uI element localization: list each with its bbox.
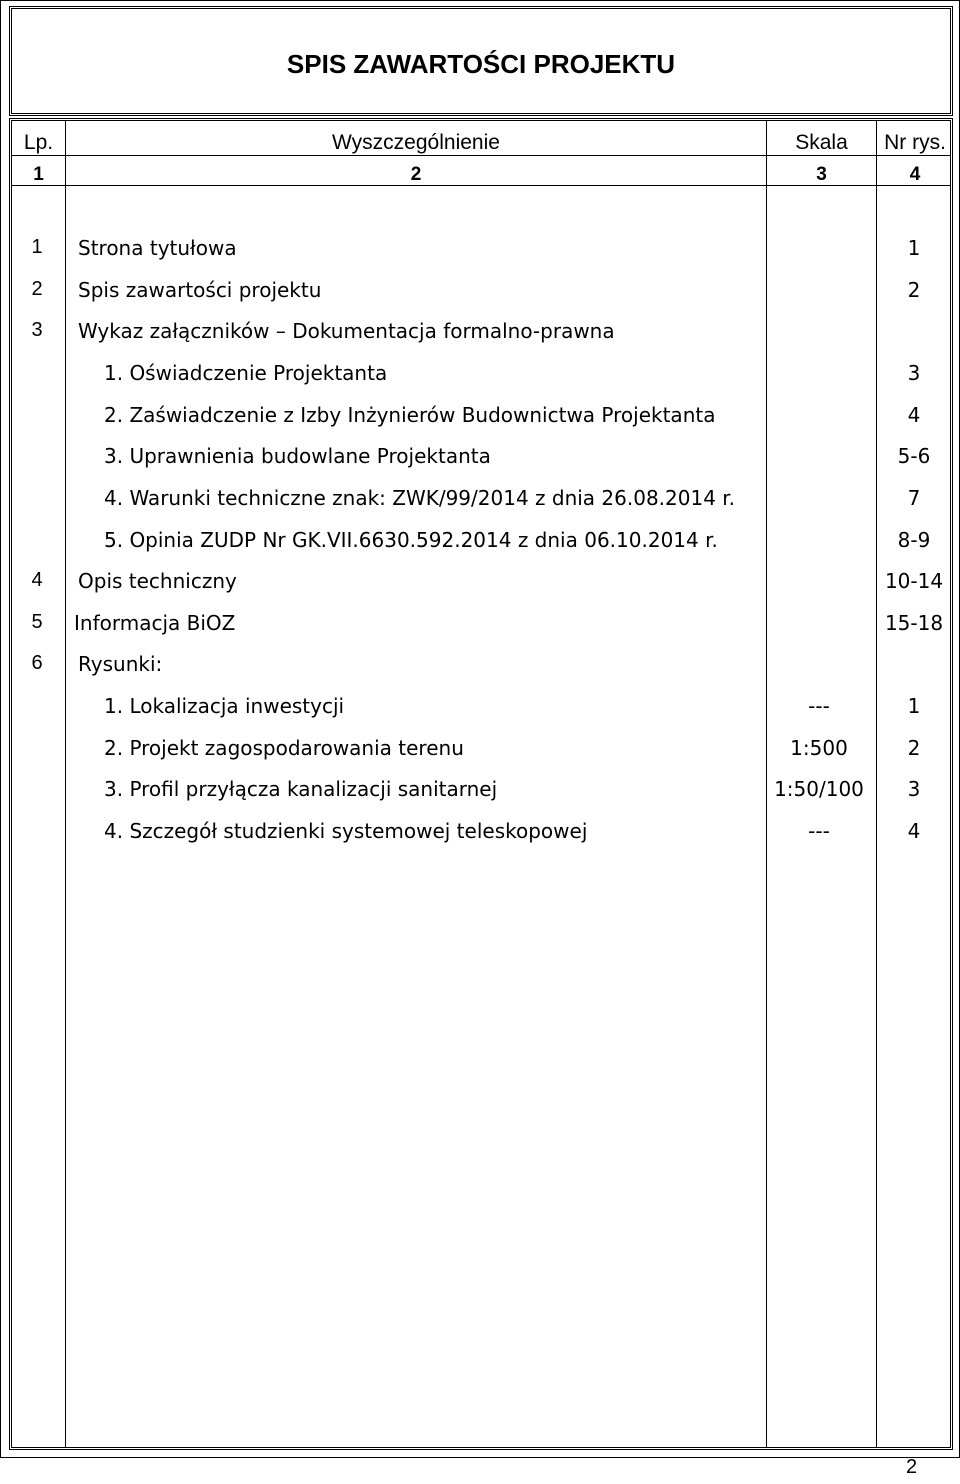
- row-text: 3. Profil przyłącza kanalizacji sanitarnej: [104, 777, 498, 801]
- column-number-3: 3: [816, 164, 827, 185]
- row-text: Rysunki:: [78, 652, 163, 676]
- row-page: 3: [907, 361, 921, 385]
- row-page: 10-14: [884, 569, 944, 593]
- row-page: 4: [907, 403, 921, 427]
- table-row: [12, 486, 956, 526]
- table-row: [12, 736, 956, 776]
- row-page: 3: [907, 777, 921, 801]
- table-row: [12, 403, 956, 443]
- document-title: SPIS ZAWARTOŚCI PROJEKTU: [286, 49, 676, 79]
- table-row: [12, 777, 956, 817]
- column-number-1: 1: [33, 164, 44, 185]
- header-divider: [12, 155, 950, 156]
- row-page: 1: [907, 694, 921, 718]
- header-description: Wyszczególnienie: [332, 131, 500, 154]
- row-page: 15-18: [884, 611, 944, 635]
- row-scale: ---: [808, 819, 830, 843]
- row-page: 5-6: [897, 444, 931, 468]
- row-text: 4. Szczegół studzienki systemowej teleskopowej: [104, 819, 588, 843]
- table-row: [12, 694, 956, 734]
- row-text: 5. Opinia ZUDP Nr GK.VII.6630.592.2014 z dnia 06.10.2014 r.: [104, 528, 718, 552]
- table-row: [12, 278, 956, 318]
- table-row: [12, 569, 956, 609]
- row-lp: 1: [31, 236, 43, 258]
- row-text: Wykaz załączników – Dokumentacja formalno-prawna: [78, 319, 615, 343]
- row-lp: 4: [31, 569, 43, 591]
- table-row: [12, 236, 956, 276]
- row-page: 4: [907, 819, 921, 843]
- row-lp: 5: [31, 611, 43, 633]
- table-row: [12, 444, 956, 484]
- row-text: Strona tytułowa: [78, 236, 237, 260]
- row-page: 2: [907, 278, 921, 302]
- row-lp: 3: [31, 319, 43, 341]
- row-text: 2. Projekt zagospodarowania terenu: [104, 736, 464, 760]
- row-page: 7: [907, 486, 921, 510]
- row-scale: 1:500: [790, 736, 848, 760]
- row-text: 3. Uprawnienia budowlane Projektanta: [104, 444, 491, 468]
- row-text: 4. Warunki techniczne znak: ZWK/99/2014 z dnia 26.08.2014 r.: [104, 486, 736, 510]
- title-box: [9, 6, 953, 116]
- row-page: 2: [907, 736, 921, 760]
- row-text: 1. Lokalizacja inwestycji: [104, 694, 345, 718]
- column-number-4: 4: [909, 164, 921, 185]
- header-drawing-number: Nr rys.: [884, 131, 946, 154]
- column-number-2: 2: [410, 164, 422, 185]
- row-lp: 2: [31, 278, 43, 300]
- table-row: [12, 611, 956, 651]
- row-page: 8-9: [897, 528, 931, 552]
- row-text: Opis techniczny: [78, 569, 237, 593]
- row-lp: 6: [31, 652, 43, 674]
- row-scale: 1:50/100: [774, 777, 864, 801]
- table-row: [12, 528, 956, 568]
- row-text: Spis zawartości projektu: [78, 278, 322, 302]
- page-number: 2: [906, 1456, 918, 1478]
- table-row: [12, 361, 956, 401]
- header-scale: Skala: [795, 131, 848, 154]
- row-page: 1: [907, 236, 921, 260]
- table-row: [12, 652, 956, 692]
- row-text: Informacja BiOZ: [74, 611, 236, 635]
- row-text: 1. Oświadczenie Projektanta: [104, 361, 388, 385]
- contents-table: [9, 118, 953, 1450]
- table-row: [12, 319, 956, 359]
- table-row: [12, 819, 956, 859]
- header-lp: Lp.: [23, 131, 54, 154]
- row-text: 2. Zaświadczenie z Izby Inżynierów Budownictwa Projektanta: [104, 403, 716, 427]
- row-scale: ---: [808, 694, 830, 718]
